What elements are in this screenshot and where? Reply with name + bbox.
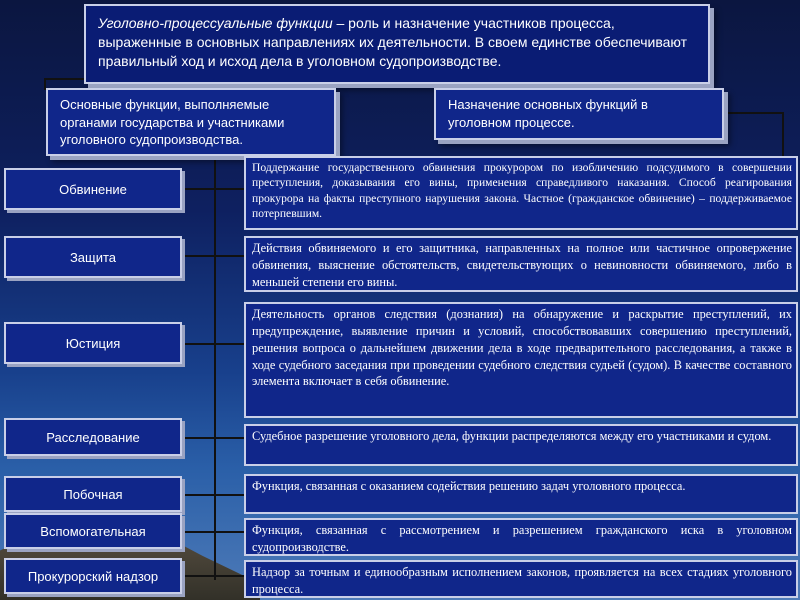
- connector-line: [182, 494, 244, 496]
- function-description-rassledovanie: [244, 424, 798, 466]
- function-description-pobochnaya: [244, 474, 798, 514]
- function-description-text: Функция, связанная с оказанием содействия решению задач уголовного процесса.: [252, 479, 686, 493]
- functions-heading-box: [46, 88, 336, 156]
- connector-line: [182, 343, 244, 345]
- connector-line: [182, 188, 244, 190]
- function-description-text: Действия обвиняемого и его защитника, направленных на полное или частичное опровержение обвинения, выяснение обстоятельств, свидетельствующих о невиновности обвиняемого, либо в меньшей степени его вины.: [252, 241, 792, 289]
- function-label-prokurorskiy-nadzor: [4, 558, 182, 594]
- connector-line: [782, 112, 784, 156]
- function-label-text: Обвинение: [59, 181, 127, 197]
- function-label-yustitsiya: [4, 322, 182, 364]
- connector-line: [182, 575, 244, 577]
- function-label-text: Защита: [69, 249, 117, 265]
- function-description-text: Деятельность органов следствия (дознания) на обнаружение и раскрытие преступлений, их предупреждение, выявление причин и условий, способствовавших совершению преступлений, решения вопроса о дальнейшем движении дела в ходе предварительного расследования, а также в ходе судебного заседания при проведении судебного следствия судьей (судом). В качестве составного элемента включает в себя обвинение.: [252, 307, 792, 389]
- functions-heading: Основные функции, выполняемые органами государства и участниками уголовного судопроизводства.: [60, 97, 285, 148]
- connector-line: [44, 78, 86, 80]
- function-description-text: Надзор за точным и единообразным исполнением законов, проявляется на всех стадиях уголовного процесса.: [252, 565, 792, 596]
- definition-text: – роль и назначение участников процесса, выраженные в основных направлениях их деятельности. В своем единстве обеспечивают правильный ход и исход дела в уголовном судопроизводстве.: [98, 15, 688, 69]
- definition-term: Уголовно-процессуальные функции: [98, 15, 333, 31]
- function-label-pobochnaya: [4, 476, 182, 512]
- function-label-text: Побочная: [63, 486, 123, 502]
- function-description-text: Поддержание государственного обвинения прокурором по изобличению подсудимого в совершении преступления, доказывания его вины, применения справедливого наказания. Способ реагирования прокурора на факты преступного нарушения закона. Частное (гражданское обвинение) – поддерживаемое потерпевшим.: [252, 161, 792, 221]
- function-label-text: Вспомогательная: [40, 523, 146, 539]
- connector-line: [182, 437, 244, 439]
- definition-box: [84, 4, 710, 84]
- function-label-text: Юстиция: [65, 335, 121, 351]
- connector-line: [182, 531, 244, 533]
- connector-line: [724, 112, 784, 114]
- function-description-obvinenie: [244, 156, 798, 230]
- function-description-zashchita: [244, 236, 798, 292]
- connector-line: [182, 255, 244, 257]
- function-description-text: Функция, связанная с рассмотрением и разрешением гражданского иска в уголовном судопроизводстве.: [252, 523, 792, 554]
- function-description-text: Судебное разрешение уголовного дела, функции распределяются между его участниками и судом.: [252, 429, 772, 443]
- function-label-vspomogatelnaya: [4, 513, 182, 549]
- function-label-obvinenie: [4, 168, 182, 210]
- function-description-yustitsiya: [244, 302, 798, 418]
- function-label-text: Прокурорский надзор: [27, 568, 159, 584]
- function-description-prokurorskiy-nadzor: [244, 560, 798, 598]
- function-label-rassledovanie: [4, 418, 182, 456]
- function-label-text: Расследование: [46, 429, 140, 445]
- purpose-heading: Назначение основных функций в уголовном процессе.: [448, 97, 648, 130]
- function-description-vspomogatelnaya: [244, 518, 798, 556]
- purpose-heading-box: [434, 88, 724, 140]
- connector-line: [214, 150, 216, 580]
- function-label-zashchita: [4, 236, 182, 278]
